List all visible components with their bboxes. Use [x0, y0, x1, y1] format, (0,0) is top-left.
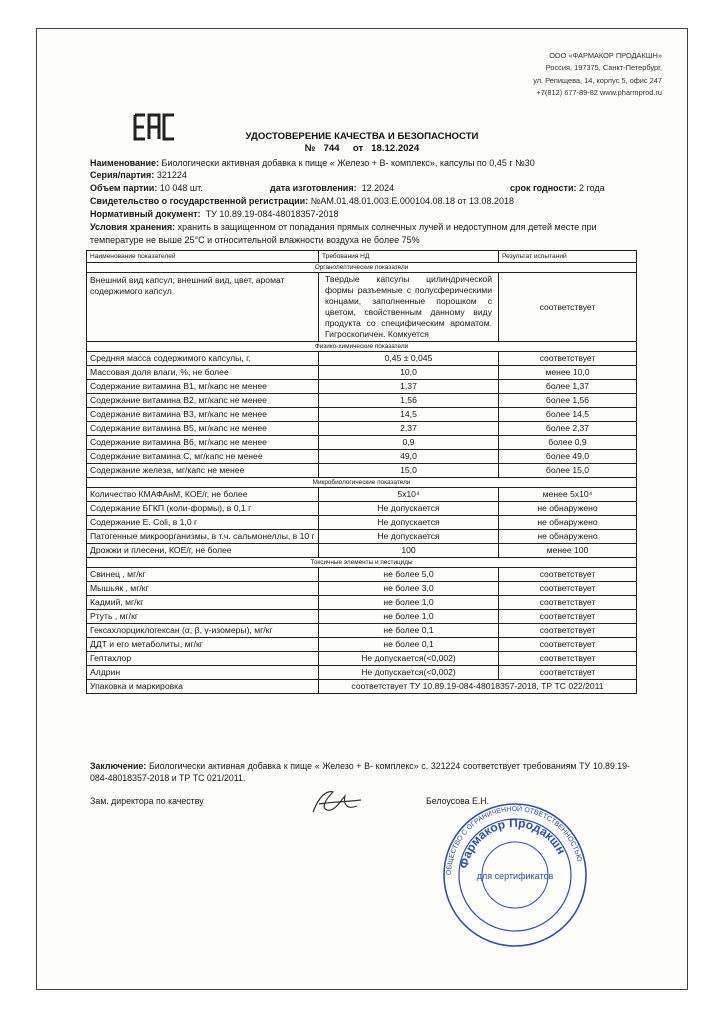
- indicator-cell: Гексахлорциклогексан (α, β, γ-изомеры), мг/кг: [87, 624, 319, 638]
- header-indicator: Наименование показателей: [87, 251, 319, 263]
- result-cell: соответствует: [499, 652, 637, 666]
- toxic-rows: [87, 568, 637, 680]
- stamp-company-text: Фармакор Продакшн: [456, 815, 569, 870]
- table-row: [87, 544, 637, 558]
- requirement-cell: 14,5: [319, 408, 499, 422]
- table-row: [87, 436, 637, 450]
- signature: [305, 786, 365, 820]
- document-number-line: [0, 143, 724, 154]
- table-row: [87, 530, 637, 544]
- requirement-cell: 1,56: [319, 394, 499, 408]
- table-row: [87, 488, 637, 502]
- requirement-cell: 5х10⁴: [319, 488, 499, 502]
- requirement-cell: Не допускается: [319, 530, 499, 544]
- conclusion: [90, 760, 630, 784]
- series-label: Серия/партия:: [90, 170, 155, 180]
- micro-rows: [87, 488, 637, 558]
- requirement-cell: 49,0: [319, 450, 499, 464]
- indicator-cell: Кадмий, мг/кг: [87, 596, 319, 610]
- table-row: [87, 464, 637, 478]
- indicator-cell: Содержание витамина В2, мг/капс не менее: [87, 394, 319, 408]
- indicator-cell: Гептахлор: [87, 652, 319, 666]
- requirement-cell: Не допускается(<0,002): [319, 652, 499, 666]
- made-row: [270, 183, 394, 193]
- requirement-cell: не более 3,0: [319, 582, 499, 596]
- table-row: [87, 666, 637, 680]
- requirement-cell: Не допускается: [319, 502, 499, 516]
- table-row: [87, 352, 637, 366]
- result-cell: не обнаружено: [499, 502, 637, 516]
- expiry-value: 2 года: [579, 183, 605, 193]
- section-micro: Микробиологические показатели: [87, 478, 637, 488]
- volume-label: Объем партии:: [90, 183, 158, 193]
- result-cell: не обнаружено: [499, 516, 637, 530]
- table-row: [87, 394, 637, 408]
- indicator-cell: Содержание витамина С, мг/капс не менее: [87, 450, 319, 464]
- norm-value: ТУ 10.89.19-084-48018357-2018: [205, 209, 339, 219]
- result-cell: не обнаружено: [499, 530, 637, 544]
- indicator-cell: Содержание витамина В3, мг/капс не менее: [87, 408, 319, 422]
- requirement-cell: не более 1,0: [319, 610, 499, 624]
- requirement-cell: 10,0: [319, 366, 499, 380]
- document-number: 744: [323, 143, 340, 154]
- table-row: [87, 422, 637, 436]
- requirement-cell: 100: [319, 544, 499, 558]
- appearance-result: соответствует: [499, 273, 637, 342]
- indicator-cell: Содержание витамина В1, мг/капс не менее: [87, 380, 319, 394]
- result-cell: соответствует: [499, 638, 637, 652]
- norm-label: Нормативный документ:: [90, 209, 201, 219]
- physchem-rows: [87, 352, 637, 478]
- storage-label: Условия хранения:: [90, 222, 176, 232]
- result-cell: соответствует: [499, 596, 637, 610]
- table-header-row: [87, 251, 637, 263]
- requirement-cell: не более 0,1: [319, 638, 499, 652]
- result-cell: менее 100: [499, 544, 637, 558]
- volume-row: [90, 183, 203, 193]
- result-cell: соответствует: [499, 610, 637, 624]
- indicator-cell: Содержание железа, мг/капс не менее: [87, 464, 319, 478]
- result-cell: менее 5х10⁴: [499, 488, 637, 502]
- cert-row: [90, 195, 650, 208]
- requirement-cell: 2,37: [319, 422, 499, 436]
- requirement-cell: Не допускается(<0,002): [319, 666, 499, 680]
- document-date: 18.12.2024: [371, 143, 420, 154]
- result-cell: более 1,56: [499, 394, 637, 408]
- requirement-cell: 1,37: [319, 380, 499, 394]
- company-header: [533, 50, 662, 100]
- table-row: [87, 366, 637, 380]
- result-cell: менее 10,0: [499, 366, 637, 380]
- conclusion-text: Биологически активная добавка к пище « Железо + В- комплекс» с. 321224 соответствует требованиям ТУ 10.89.19-084-48018357-2018 и ТР ТС 021/2011.: [90, 761, 630, 783]
- name-value: Биологически активная добавка к пище « Железо + В- комплекс», капсулы по 0,45 г №30: [161, 158, 535, 168]
- company-city: Россия, 197375, Санкт-Петербург,: [545, 63, 662, 73]
- table-row: [87, 502, 637, 516]
- volume-value: 10 048 шт.: [159, 183, 203, 193]
- packaging-row: [87, 680, 637, 694]
- expiry-row: [510, 183, 605, 193]
- result-cell: соответствует: [499, 666, 637, 680]
- table-row: [87, 516, 637, 530]
- table-row: [87, 582, 637, 596]
- packaging-name: Упаковка и маркировка: [87, 680, 319, 694]
- indicator-cell: Содержание БГКП (коли-формы), в 0,1 г: [87, 502, 319, 516]
- specification-table: [86, 250, 637, 694]
- header-requirement: Требования НД: [319, 251, 499, 263]
- indicator-cell: Ртуть , мг/кг: [87, 610, 319, 624]
- cert-label: Свидетельство о государственной регистрации:: [90, 196, 309, 206]
- requirement-cell: Не допускается: [319, 516, 499, 530]
- made-label: дата изготовления:: [270, 183, 357, 193]
- indicator-cell: Мышьяк , мг/кг: [87, 582, 319, 596]
- indicator-cell: ДДТ и его метаболиты, мг/кг: [87, 638, 319, 652]
- indicator-cell: Количество КМАФАнМ, КОЕ/г, не более: [87, 488, 319, 502]
- company-stamp: [440, 800, 590, 950]
- indicator-cell: Массовая доля влаги, %, не более: [87, 366, 319, 380]
- signer-name: Белоусова Е.Н.: [426, 796, 490, 806]
- name-label: Наименование:: [90, 158, 160, 168]
- indicator-cell: Содержание E. Coli, в 1,0 г: [87, 516, 319, 530]
- company-name: ООО «ФАРМАКОР ПРОДАКШН»: [549, 51, 662, 60]
- requirement-cell: не более 5,0: [319, 568, 499, 582]
- appearance-requirement: Твердые капсулы цилиндрической формы разъемные с полусферическими концами, заполненные порошком с цветом, свойственным данному виду продукта со специфическим ароматом. Гигроскопичен. Комкуется: [319, 273, 499, 342]
- indicator-cell: Свинец , мг/кг: [87, 568, 319, 582]
- conclusion-label: Заключение:: [90, 761, 147, 771]
- packaging-value: соответствует ТУ 10.89.19-084-48018357-2018, ТР ТС 022/2011: [319, 680, 637, 694]
- product-name-row: [90, 157, 650, 170]
- appearance-name: Внешний вид капсул; внешний вид, цвет, аромат содержимого капсул: [87, 273, 319, 342]
- date-label: от: [352, 143, 364, 154]
- series-value: 321224: [156, 170, 187, 180]
- series-row: [90, 169, 650, 182]
- table-row: [87, 380, 637, 394]
- result-cell: более 14,5: [499, 408, 637, 422]
- expiry-label: срок годности:: [510, 183, 577, 193]
- storage-row: [90, 221, 635, 246]
- stamp-inner-text: для сертификатов: [476, 871, 554, 881]
- table-row: [87, 652, 637, 666]
- table-row: [87, 450, 637, 464]
- requirement-cell: не более 0,1: [319, 624, 499, 638]
- document-title: УДОСТОВЕРЕНИЕ КАЧЕСТВА И БЕЗОПАСНОСТИ: [245, 131, 479, 142]
- result-cell: более 0,9: [499, 436, 637, 450]
- result-cell: более 49,0: [499, 450, 637, 464]
- section-toxic: Токсичные элементы и пестициды: [87, 558, 637, 568]
- signer-title: Зам. директора по качеству: [90, 796, 204, 806]
- result-cell: более 15,0: [499, 464, 637, 478]
- requirement-cell: 15,0: [319, 464, 499, 478]
- norm-row: [90, 208, 650, 221]
- result-cell: более 1,37: [499, 380, 637, 394]
- table-row: [87, 408, 637, 422]
- table-row: [87, 624, 637, 638]
- number-label: №: [304, 143, 316, 154]
- table-row: [87, 610, 637, 624]
- result-cell: соответствует: [499, 582, 637, 596]
- indicator-cell: Содержание витамина В5, мг/капс не менее: [87, 422, 319, 436]
- table-row: [87, 638, 637, 652]
- indicator-cell: Средняя масса содержимого капсулы, г.: [87, 352, 319, 366]
- requirement-cell: 0,45 ± 0,045: [319, 352, 499, 366]
- stamp-ring-text: ОБЩЕСТВО С ОГРАНИЧЕННОЙ ОТВЕТСТВЕННОСТЬЮ: [445, 805, 583, 876]
- requirement-cell: не более 1,0: [319, 596, 499, 610]
- requirement-cell: 0,9: [319, 436, 499, 450]
- indicator-cell: Алдрин: [87, 666, 319, 680]
- storage-value: хранить в защищенном от попадания прямых солнечных лучей и недоступном для детей месте при температуре не выше 25°С и относительной влажности воздуха не более 75%: [90, 222, 597, 245]
- section-physchem: Физико-химические показатели: [87, 342, 637, 352]
- made-value: 12.2024: [361, 183, 395, 193]
- result-cell: соответствует: [499, 624, 637, 638]
- company-address: ул. Репищева, 14, корпус 5, офис 247: [533, 75, 662, 85]
- indicator-cell: Патогенные микроорганизмы, в т.ч. сальмонеллы, в 10 г: [87, 530, 319, 544]
- header-result: Результат испытаний: [499, 251, 637, 263]
- result-cell: более 2,37: [499, 422, 637, 436]
- cert-value: №AM.01.48.01.003.E.000104.08.18 от 13.08.2018: [310, 196, 514, 206]
- table-row: [87, 596, 637, 610]
- indicator-cell: Дрожжи и плесени, КОЕ/г, не более: [87, 544, 319, 558]
- table-row: [87, 568, 637, 582]
- indicator-cell: Содержание витамина В6, мг/капс не менее: [87, 436, 319, 450]
- table-row: [87, 273, 637, 342]
- company-contacts: +7(812) 677-89-82 www.pharmprod.ru: [536, 88, 662, 98]
- result-cell: соответствует: [499, 352, 637, 366]
- result-cell: соответствует: [499, 568, 637, 582]
- section-organoleptic: Органолептические показатели: [87, 263, 637, 273]
